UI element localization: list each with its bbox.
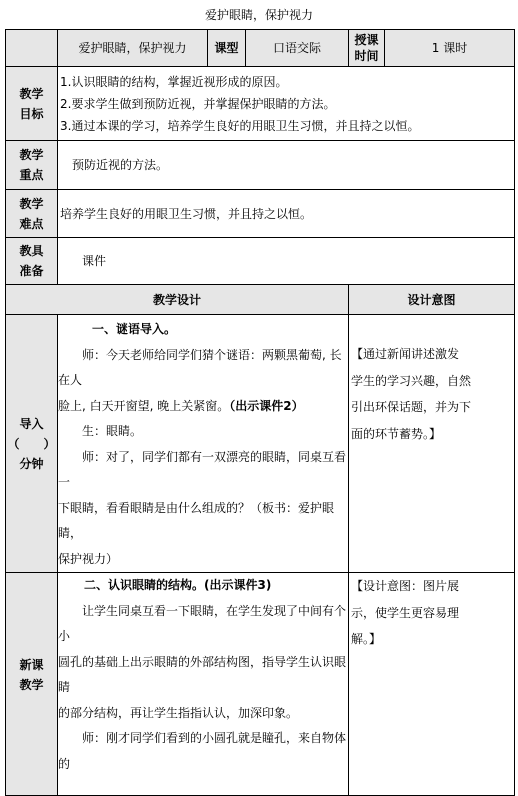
new-lesson-content: [58, 573, 349, 796]
design-header: 教学设计: [6, 285, 349, 315]
new-lesson-paragraph: 师：刚才同学们看到的小圆孔就是瞳孔，来自物体的: [58, 731, 347, 771]
new-lesson-paragraph: 让学生同桌互看一下眼睛，在学生发现了中间有个小: [58, 603, 347, 643]
lesson-plan-table: [5, 29, 515, 796]
intro-row: [6, 315, 515, 573]
objectives-label: 教学 目标: [6, 67, 58, 141]
design-header-row: [6, 285, 515, 315]
key-points-text: 预防近视的方法。: [58, 141, 515, 190]
objective-item: 2.要求学生做到预防近视，并掌握保护眼睛的方法。: [60, 96, 336, 111]
header-blank-cell: [6, 30, 58, 67]
intro-label: 导入 （ ） 分钟: [6, 315, 58, 573]
intro-paragraph: 师：对了，同学们都有一双漂亮的眼睛，同桌互看一: [58, 449, 347, 489]
intro-paragraph: 保护视力）: [58, 551, 119, 566]
objective-item: 3.通过本课的学习，培养学生良好的用眼卫生习惯，并且持之以恒。: [60, 118, 420, 133]
topic-cell: 爱护眼睛，保护视力: [58, 30, 208, 67]
new-lesson-intent: 【设计意图：图片展 示，使学生更容易理 解。】: [349, 573, 515, 796]
intro-heading: 一、谜语导入。: [92, 322, 177, 336]
objective-item: 1.认识眼睛的结构，掌握近视形成的原因。: [60, 74, 288, 89]
new-lesson-heading: 二、认识眼睛的结构。(出示课件3): [84, 578, 272, 592]
objectives-content: [58, 67, 515, 141]
intro-paragraph: 师：今天老师给同学们猜个谜语：两颗黑葡萄, 长在人: [58, 347, 342, 387]
tools-row: [6, 238, 515, 285]
type-value: 口语交际: [246, 30, 349, 67]
new-lesson-paragraph: 圆孔的基础上出示眼睛的外部结构图，指导学生认识眼睛: [58, 654, 347, 694]
difficulties-row: [6, 190, 515, 238]
intent-header: 设计意图: [349, 285, 515, 315]
intro-intent: 【通过新闻讲述激发 学生的学习兴趣，自然 引出环保话题，并为下 面的环节蓄势。】: [349, 315, 515, 573]
tools-label: 教具 准备: [6, 238, 58, 285]
new-lesson-row: [6, 573, 515, 796]
intro-paragraph: 脸上, 白天开窗望, 晚上关紧窗。（出示课件2）: [58, 398, 304, 413]
intro-paragraph: 下眼睛，看看眼睛是由什么组成的？（板书：爱护眼睛，: [58, 500, 335, 540]
new-lesson-label: 新课 教学: [6, 573, 58, 796]
difficulties-text: 培养学生良好的用眼卫生习惯，并且持之以恒。: [58, 190, 515, 238]
hours-label: 授课 时间: [349, 30, 385, 67]
tools-text: 课件: [58, 238, 515, 285]
new-lesson-paragraph: 的部分结构，再让学生指指认认，加深印象。: [58, 705, 299, 720]
intro-paragraph: 生：眼睛。: [82, 424, 143, 438]
key-points-label: 教学 重点: [6, 141, 58, 190]
document-title: 爱护眼睛，保护视力: [204, 8, 313, 22]
hours-value: 1 课时: [385, 30, 515, 67]
difficulties-label: 教学 难点: [6, 190, 58, 238]
key-points-row: [6, 141, 515, 190]
objectives-row: [6, 67, 515, 141]
header-row: [6, 30, 515, 67]
type-label: 课型: [208, 30, 246, 67]
intro-content: [58, 315, 349, 573]
